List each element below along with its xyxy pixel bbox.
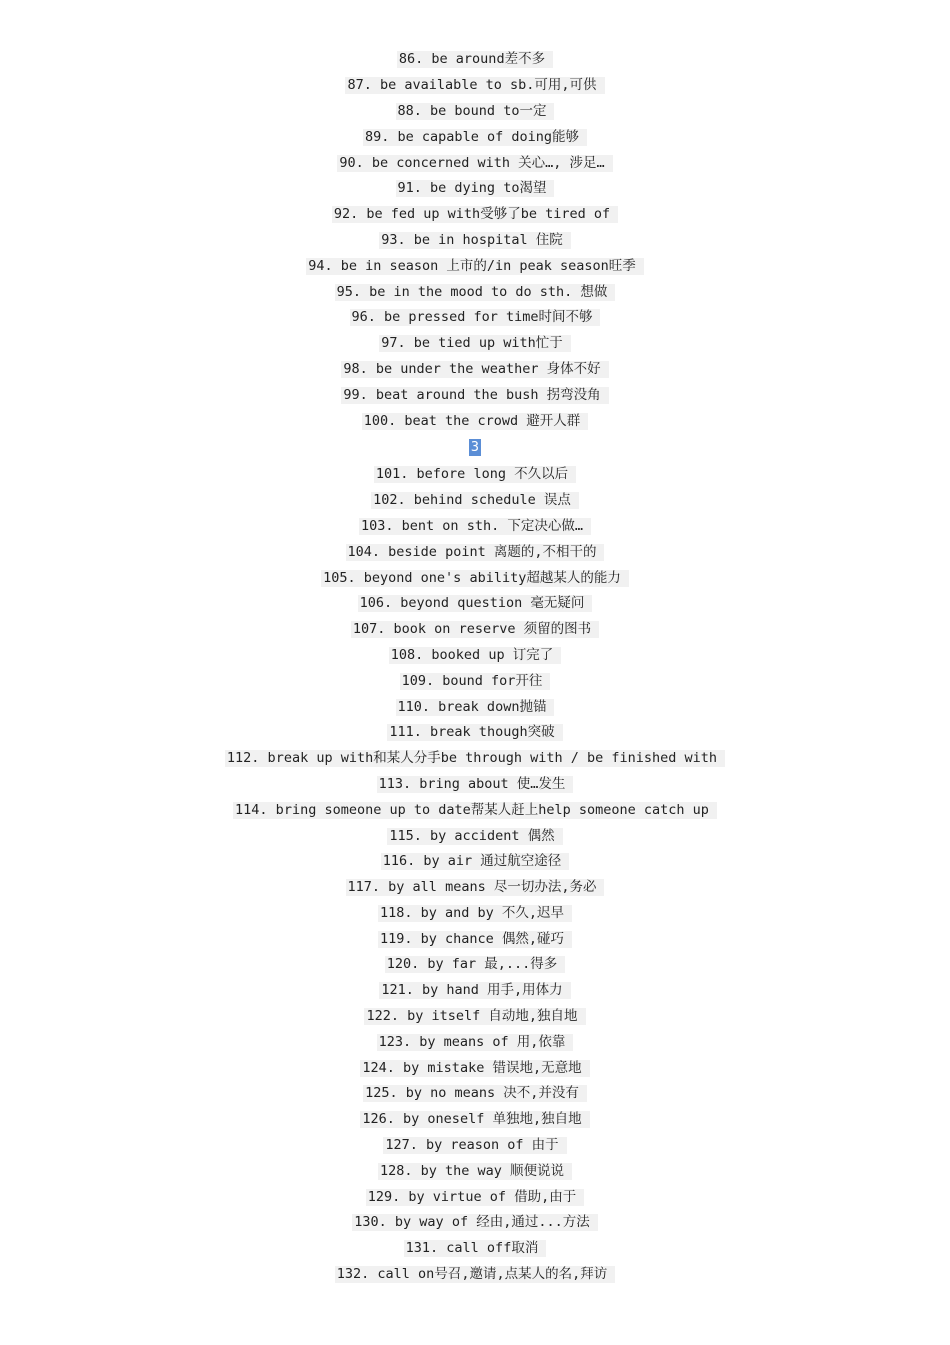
- list-item: [0, 694, 950, 720]
- phrase-entry: 132. call on号召,邀请,点某人的名,拜访: [335, 1266, 615, 1283]
- phrase-entry: 121. by hand 用手,用体力: [379, 982, 570, 999]
- phrase-entry: 91. be dying to渴望: [396, 180, 555, 197]
- phrase-entry: 101. before long 不久以后: [374, 466, 576, 483]
- phrase-entry: 102. behind schedule 误点: [371, 492, 579, 509]
- list-item: [0, 591, 950, 617]
- phrase-entry: 99. beat around the bush 拐弯没角: [341, 387, 608, 404]
- phrase-entry: 98. be under the weather 身体不好: [341, 361, 608, 378]
- phrase-entry: 93. be in hospital 住院: [379, 232, 570, 249]
- phrase-list-section-b: [0, 462, 950, 1288]
- list-item: [0, 382, 950, 408]
- phrase-entry: 100. beat the crowd 避开人群: [362, 413, 589, 430]
- phrase-entry: 96. be pressed for time时间不够: [350, 309, 601, 326]
- phrase-entry: 119. by chance 偶然,碰巧: [378, 931, 572, 948]
- page-number-marker: [0, 434, 950, 462]
- list-item: [0, 408, 950, 434]
- list-item: [0, 1081, 950, 1107]
- phrase-entry: 123. by means of 用,依靠: [377, 1034, 574, 1051]
- list-item: [0, 462, 950, 488]
- list-item: [0, 1184, 950, 1210]
- phrase-entry: 127. by reason of 由于: [383, 1137, 566, 1154]
- phrase-entry: 88. be bound to一定: [396, 103, 555, 120]
- list-item: [0, 978, 950, 1004]
- list-item: [0, 305, 950, 331]
- list-item: [0, 901, 950, 927]
- list-item: [0, 875, 950, 901]
- phrase-entry: 97. be tied up with忙于: [379, 335, 570, 352]
- phrase-entry: 120. by far 最,...得多: [385, 956, 566, 973]
- list-item: [0, 1055, 950, 1081]
- list-item: [0, 1210, 950, 1236]
- phrase-entry: 94. be in season 上市的/in peak season旺季: [306, 258, 644, 275]
- phrase-entry: 130. by way of 经由,通过...方法: [352, 1214, 597, 1231]
- list-item: [0, 643, 950, 669]
- phrase-list-section-a: [0, 47, 950, 434]
- phrase-entry: 110. break down抛锚: [396, 699, 555, 716]
- list-item: [0, 1004, 950, 1030]
- list-item: [0, 202, 950, 228]
- phrase-entry: 87. be available to sb.可用,可供: [345, 77, 604, 94]
- list-item: [0, 1029, 950, 1055]
- phrase-entry: 104. beside point 离题的,不相干的: [346, 544, 605, 561]
- phrase-entry: 129. by virtue of 借助,由于: [366, 1189, 584, 1206]
- list-item: [0, 565, 950, 591]
- list-item: [0, 1236, 950, 1262]
- list-item: [0, 228, 950, 254]
- list-item: [0, 47, 950, 73]
- list-item: [0, 617, 950, 643]
- list-item: [0, 746, 950, 772]
- list-item: [0, 331, 950, 357]
- phrase-entry: 103. bent on sth. 下定决心做…: [359, 518, 591, 535]
- list-item: [0, 772, 950, 798]
- list-item: [0, 514, 950, 540]
- list-item: [0, 150, 950, 176]
- phrase-entry: 125. by no means 决不,并没有: [363, 1085, 587, 1102]
- list-item: [0, 1107, 950, 1133]
- phrase-entry: 115. by accident 偶然: [387, 828, 562, 845]
- phrase-entry: 117. by all means 尽一切办法,务必: [346, 879, 605, 896]
- phrase-entry: 128. by the way 顺便说说: [378, 1163, 572, 1180]
- list-item: [0, 668, 950, 694]
- phrase-entry: 122. by itself 自动地,独自地: [364, 1008, 585, 1025]
- list-item: [0, 1262, 950, 1288]
- list-item: [0, 1158, 950, 1184]
- page-number: 3: [470, 439, 480, 456]
- phrase-entry: 131. call off取消: [404, 1240, 547, 1257]
- phrase-entry: 106. beyond question 毫无疑问: [358, 595, 593, 612]
- list-item: [0, 488, 950, 514]
- phrase-entry: 109. bound for开往: [400, 673, 551, 690]
- phrase-entry: 107. book on reserve 须留的图书: [351, 621, 599, 638]
- phrase-entry: 116. by air 通过航空途径: [381, 853, 570, 870]
- phrase-entry: 95. be in the mood to do sth. 想做: [335, 284, 616, 301]
- phrase-entry: 92. be fed up with受够了be tired of: [332, 206, 618, 223]
- list-item: [0, 176, 950, 202]
- phrase-entry: 112. break up with和某人分手be through with / be finished with: [225, 750, 725, 767]
- list-item: [0, 823, 950, 849]
- phrase-entry: 118. by and by 不久,迟早: [378, 905, 572, 922]
- list-item: [0, 539, 950, 565]
- list-item: [0, 797, 950, 823]
- phrase-entry: 86. be around差不多: [397, 51, 553, 68]
- list-item: [0, 1133, 950, 1159]
- list-item: [0, 849, 950, 875]
- phrase-entry: 113. bring about 使…发生: [377, 776, 574, 793]
- list-item: [0, 99, 950, 125]
- phrase-entry: 89. be capable of doing能够: [363, 129, 587, 146]
- list-item: [0, 73, 950, 99]
- list-item: [0, 279, 950, 305]
- list-item: [0, 357, 950, 383]
- phrase-entry: 124. by mistake 错误地,无意地: [360, 1060, 589, 1077]
- list-item: [0, 124, 950, 150]
- list-item: [0, 926, 950, 952]
- phrase-entry: 90. be concerned with 关心…, 涉足…: [337, 155, 612, 172]
- phrase-entry: 111. break though突破: [387, 724, 562, 741]
- list-item: [0, 952, 950, 978]
- list-item: [0, 253, 950, 279]
- document-page: [0, 47, 950, 1287]
- list-item: [0, 720, 950, 746]
- phrase-entry: 126. by oneself 单独地,独自地: [360, 1111, 589, 1128]
- phrase-entry: 105. beyond one's ability超越某人的能力: [321, 570, 629, 587]
- phrase-entry: 108. booked up 订完了: [389, 647, 561, 664]
- phrase-entry: 114. bring someone up to date帮某人赶上help someone catch up: [233, 802, 717, 819]
